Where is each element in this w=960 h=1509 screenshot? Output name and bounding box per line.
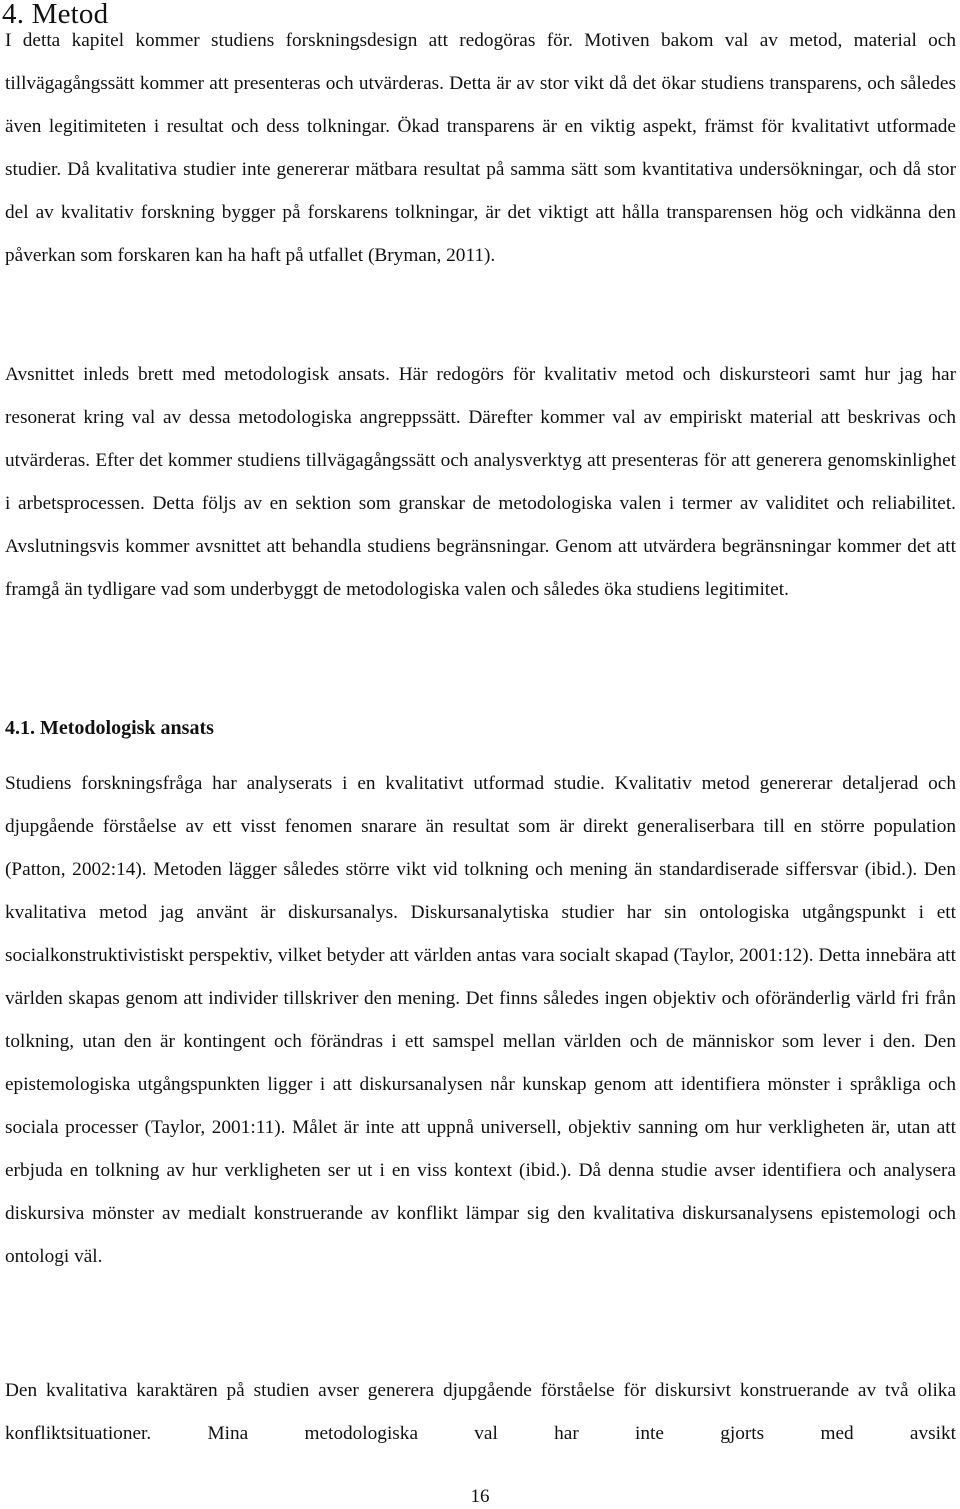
page-number: 16 bbox=[470, 1486, 490, 1507]
intro-paragraph-1: I detta kapitel kommer studiens forskningsdesign att redogöras för. Motiven bakom val av metod, material och tillvägagångssätt kommer att presenteras och utvärderas. Detta är av stor vikt då det ökar studiens transparens, och således även legitimiteten i resultat och dess tolkningar. Ökad transparens är en viktig aspekt, främst för kvalitativt utformade studier. Då kvalitativa studier inte genererar mätbara resultat på samma sätt som kvantitativa undersökningar, och då stor del av kvalitativ forskning bygger på forskarens tolkningar, är det viktigt att hålla transparensen hög och vidkänna den påverkan som forskaren kan ha haft på utfallet (Bryman, 2011). bbox=[5, 30, 956, 266]
chapter-heading: 4. Metod bbox=[2, 0, 109, 30]
section-heading-4-1: 4.1. Metodologisk ansats bbox=[5, 717, 214, 739]
intro-paragraph-2: Avsnittet inleds brett med metodologisk ansats. Här redogörs för kvalitativ metod och diskursteori samt hur jag har resonerat kring val av dessa metodologiska angreppssätt. Därefter kommer val av empiriskt material att beskrivas och utvärderas. Efter det kommer studiens tillvägagångssätt och analysverktyg att presenteras för att generera genomskinlighet i arbetsprocessen. Detta följs av en sektion som granskar de metodologiska valen i termer av validitet och reliabilitet. Avslutningsvis kommer avsnittet att behandla studiens begränsningar. Genom att utvärdera begränsningar kommer det att framgå än tydligare vad som underbyggt de metodologiska valen och således öka studiens legitimitet. bbox=[5, 364, 956, 600]
section-4-1-paragraph-2: Den kvalitativa karaktären på studien avser generera djupgående förståelse för diskursivt konstruerande av två olika konfliktsituationer. Mina metodologiska val har inte gjorts med avsikt bbox=[5, 1380, 956, 1444]
section-4-1-paragraph-1: Studiens forskningsfråga har analyserats i en kvalitativt utformad studie. Kvalitativ metod genererar detaljerad och djupgående förståelse av ett visst fenomen snarare än resultat som är direkt generaliserbara till en större population (Patton, 2002:14). Metoden lägger således större vikt vid tolkning och mening än standardiserade siffersvar (ibid.). Den kvalitativa metod jag använt är diskursanalys. Diskursanalytiska studier har sin ontologiska utgångspunkt i ett socialkonstruktivistiskt perspektiv, vilket betyder att världen antas vara socialt skapad (Taylor, 2001:12). Detta innebära att världen skapas genom att individer tillskriver den mening. Det finns således ingen objektiv och oföränderlig värld fri från tolkning, utan den är kontingent och förändras i ett samspel mellan världen och de människor som lever i den. Den epistemologiska utgångspunkten ligger i att diskursanalysen når kunskap genom att identifiera mönster i språkliga och sociala processer (Taylor, 2001:11). Målet är inte att uppnå universell, objektiv sanning om hur verkligheten är, utan att erbjuda en tolkning av hur verkligheten ser ut i en viss kontext (ibid.). Då denna studie avser identifiera och analysera diskursiva mönster av medialt konstruerande av konflikt lämpar sig den kvalitativa diskursanalysens epistemologi och ontologi väl. bbox=[5, 773, 956, 1267]
